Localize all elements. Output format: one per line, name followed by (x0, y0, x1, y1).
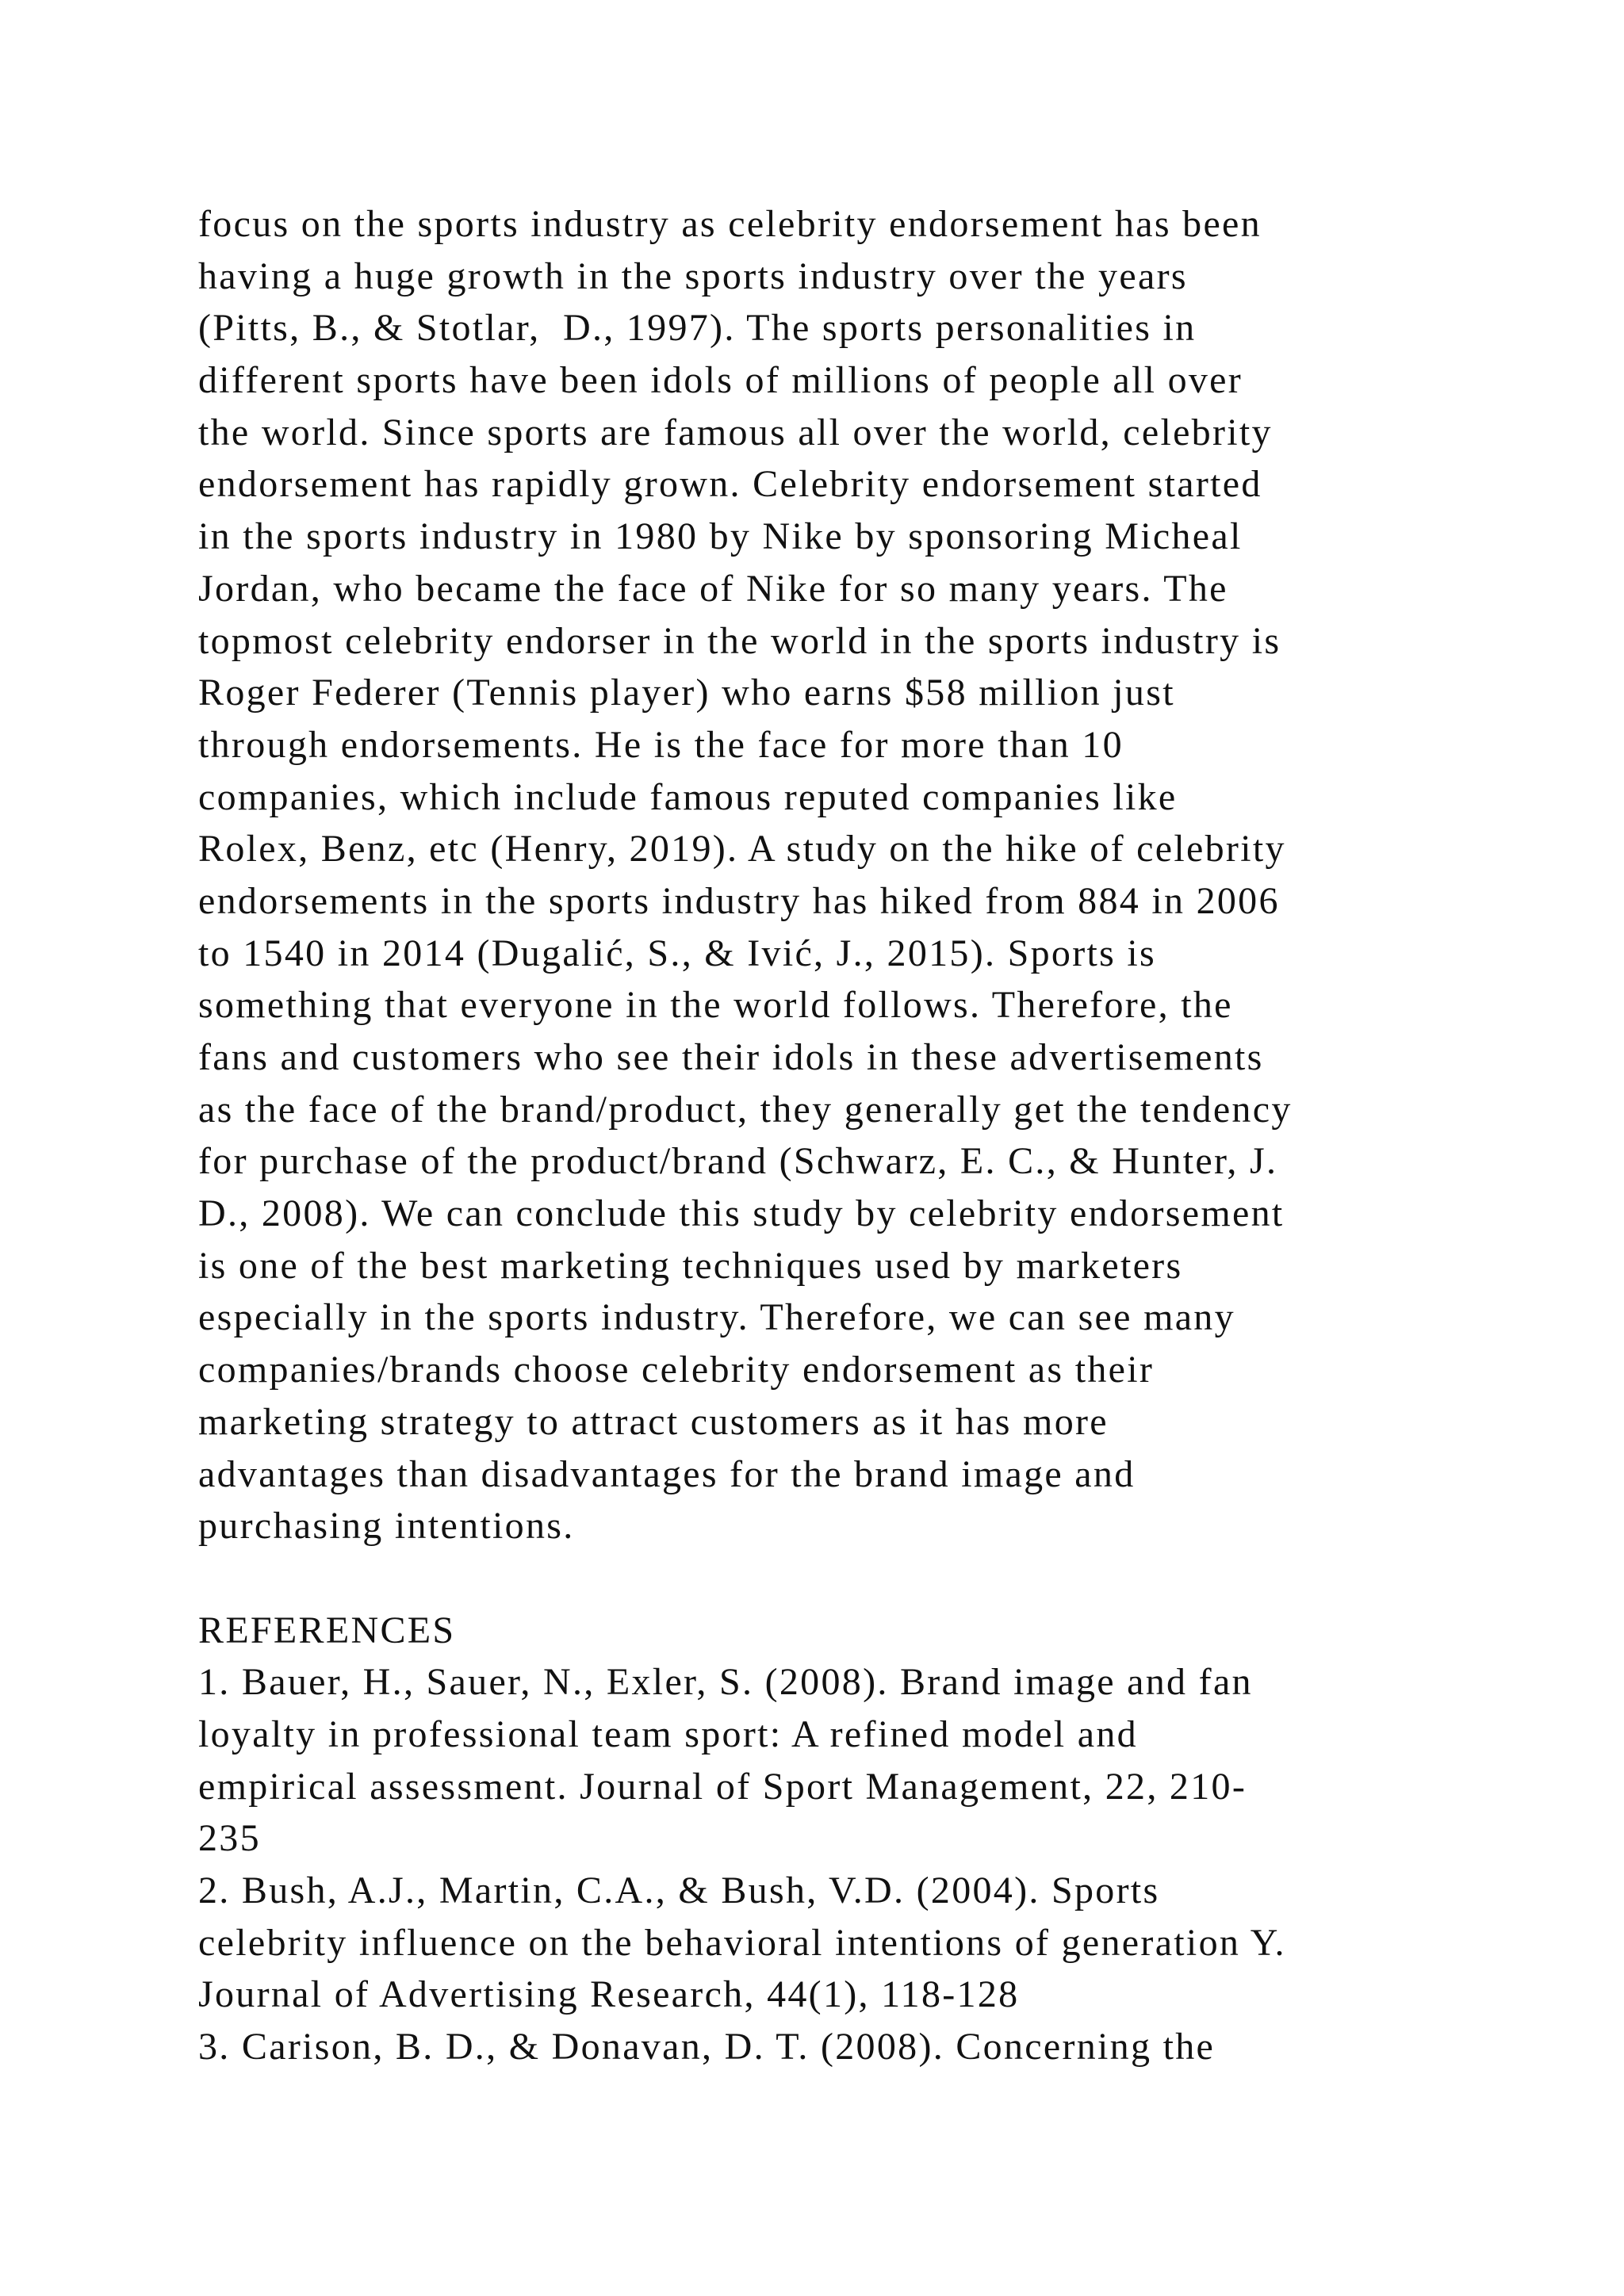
body-line: Jordan, who became the face of Nike for so many years. The (198, 567, 1228, 610)
body-line: companies/brands choose celebrity endorsement as their (198, 1349, 1155, 1391)
body-line: fans and customers who see their idols in these advertisements (198, 1036, 1264, 1078)
body-line: D., 2008). We can conclude this study by celebrity endorsement (198, 1192, 1285, 1235)
body-line: companies, which include famous reputed companies like (198, 775, 1178, 818)
body-line: Rolex, Benz, etc (Henry, 2019). A study on the hike of celebrity (198, 828, 1286, 871)
body-line: focus on the sports industry as celebrity endorsement has been (198, 203, 1262, 245)
body-line: (Pitts, B., & Stotlar, D., 1997). The sports personalities in (198, 307, 1197, 350)
reference-line: empirical assessment. Journal of Sport Management, 22, 210- (198, 1765, 1247, 1808)
body-line: the world. Since sports are famous all over the world, celebrity (198, 411, 1273, 453)
body-line: something that everyone in the world follows. Therefore, the (198, 984, 1233, 1027)
body-line: especially in the sports industry. Therefore, we can see many (198, 1296, 1235, 1339)
body-line: purchasing intentions. (198, 1505, 575, 1548)
document-text (198, 198, 1546, 2073)
body-line: advantages than disadvantages for the brand image and (198, 1452, 1136, 1495)
reference-line: Journal of Advertising Research, 44(1), 118-128 (198, 1973, 1020, 2016)
body-line: having a huge growth in the sports industry over the years (198, 254, 1188, 297)
body-line: marketing strategy to attract customers as it has more (198, 1400, 1109, 1443)
body-line: to 1540 in 2014 (Dugalić, S., & Ivić, J., 2015). Sports is (198, 932, 1157, 974)
reference-line: 2. Bush, A.J., Martin, C.A., & Bush, V.D. (2004). Sports (198, 1869, 1160, 1911)
paragraph-gap (198, 1552, 1546, 1605)
reference-line: loyalty in professional team sport: A refined model and (198, 1712, 1138, 1755)
body-line: topmost celebrity endorser in the world in the sports industry is (198, 619, 1281, 662)
reference-line: 3. Carison, B. D., & Donavan, D. T. (2008). Concerning the (198, 2026, 1216, 2068)
reference-line: 235 (198, 1817, 261, 1860)
reference-line: 1. Bauer, H., Sauer, N., Exler, S. (2008). Brand image and fan (198, 1661, 1253, 1704)
body-line: endorsements in the sports industry has hiked from 884 in 2006 (198, 879, 1280, 922)
body-line: as the face of the brand/product, they generally get the tendency (198, 1088, 1293, 1131)
body-line: in the sports industry in 1980 by Nike by sponsoring Micheal (198, 515, 1243, 558)
body-line: different sports have been idols of millions of people all over (198, 359, 1243, 402)
body-line: through endorsements. He is the face for more than 10 (198, 723, 1124, 766)
body-line: endorsement has rapidly grown. Celebrity endorsement started (198, 463, 1262, 506)
reference-line: celebrity influence on the behavioral intentions of generation Y. (198, 1921, 1286, 1964)
body-line: Roger Federer (Tennis player) who earns $58 million just (198, 672, 1175, 714)
body-line: for purchase of the product/brand (Schwarz, E. C., & Hunter, J. (198, 1140, 1278, 1183)
references-heading: REFERENCES (198, 1609, 456, 1651)
body-line: is one of the best marketing techniques used by marketers (198, 1244, 1183, 1287)
